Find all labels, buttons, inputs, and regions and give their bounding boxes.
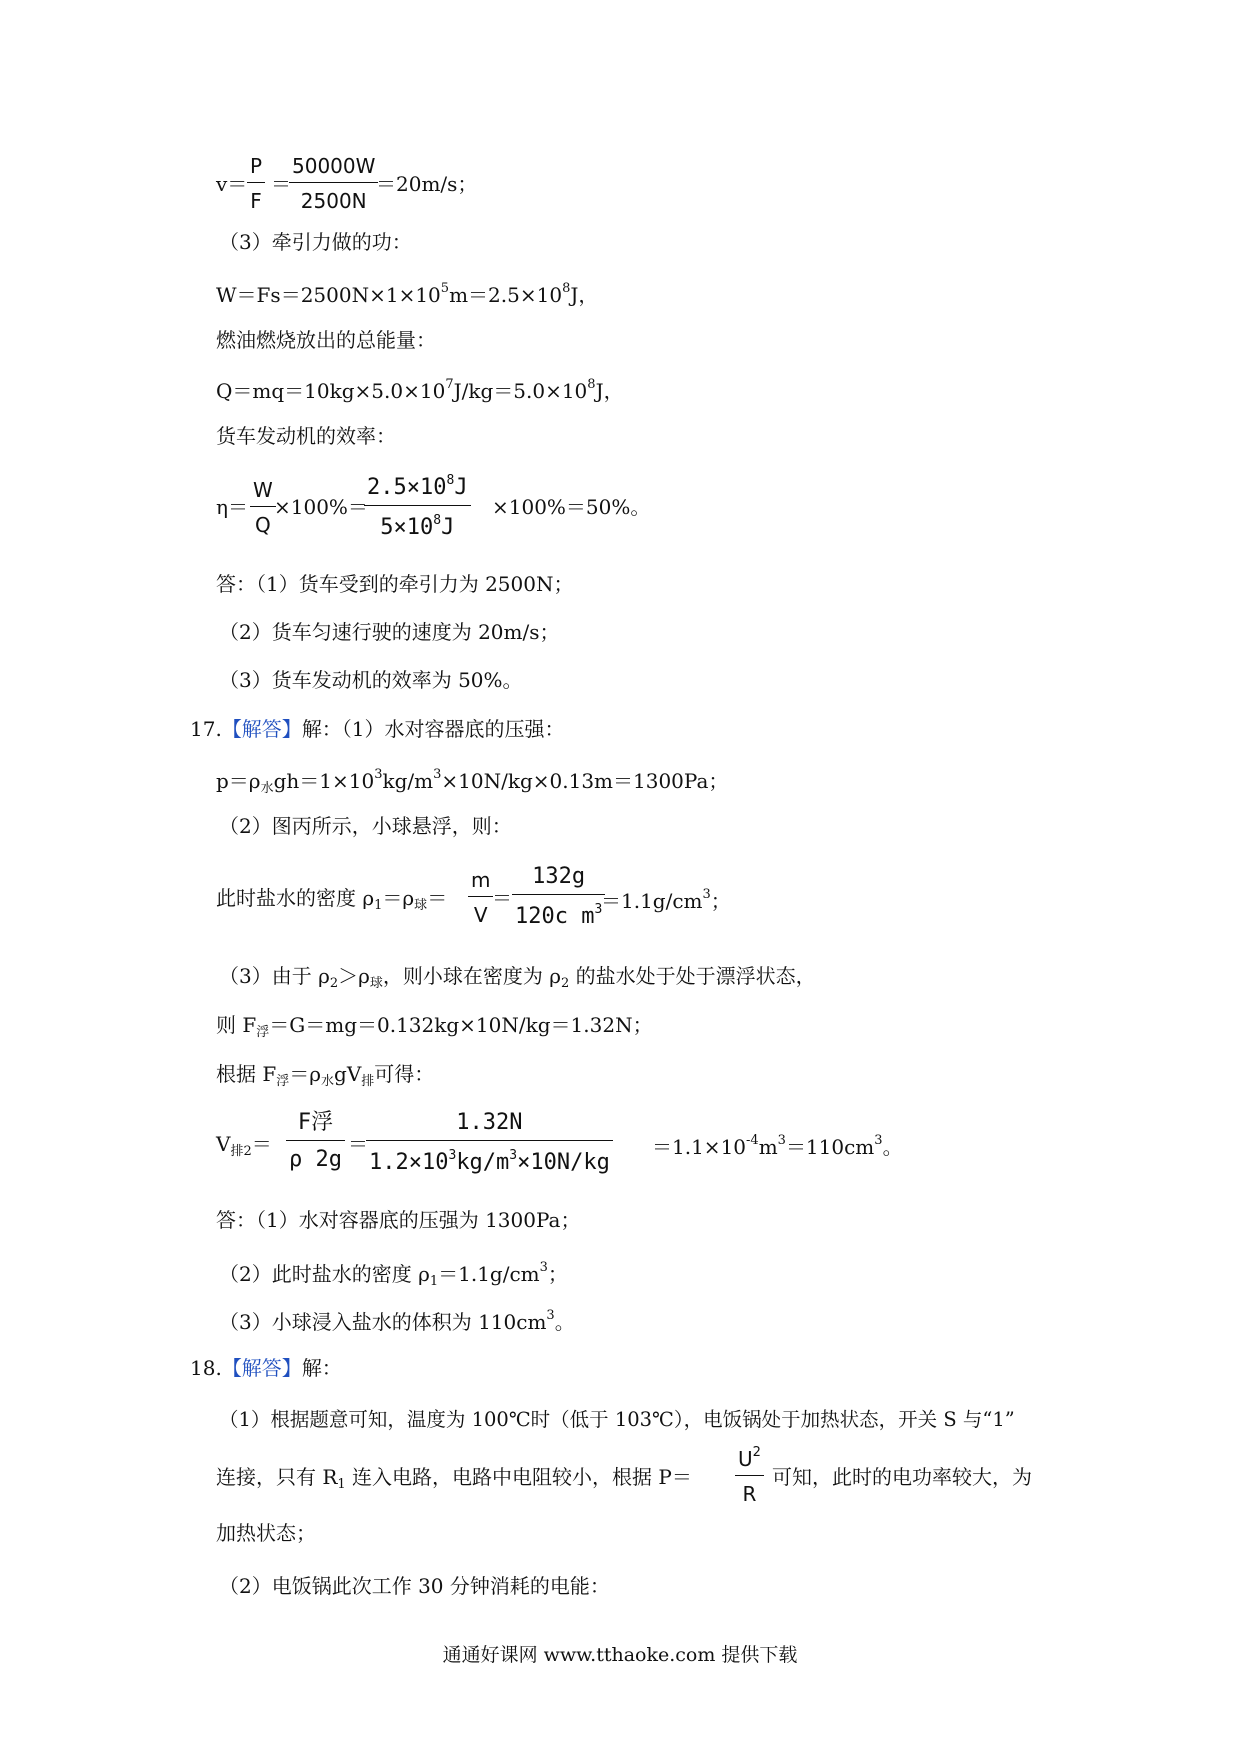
work-formula: $W=Fs=2500N\times 1\times 10^5m=2.5\times 10^8J$， — [216, 281, 599, 307]
eta-fraction-2 — [364, 474, 471, 539]
q16-step3-label: （3）牵引力做的功： — [219, 230, 412, 254]
q18-line-2-lhs: 连接，只有 $R_1$ 连入电路，电路中电阻较小，根据 P＝ — [216, 1465, 692, 1492]
v-fraction-2 — [289, 156, 378, 211]
fraction-numerator: 1.32N — [456, 1110, 523, 1135]
v-formula-rhs: ＝20m/s； — [376, 172, 478, 196]
fraction-numerator: P — [250, 154, 263, 178]
volume-fraction-1 — [286, 1112, 345, 1171]
fraction-numerator: W — [253, 478, 273, 502]
eta-formula-rhs: ×100%＝50%。 — [492, 495, 651, 519]
eta-fraction-1 — [250, 480, 276, 535]
fraction-numerator: $2.5\times 10^8J$ — [367, 473, 468, 500]
fraction-denominator: $1.2\times 10^3kg/m^3\times 10N/kg$ — [369, 1148, 610, 1175]
volume-formula-lhs: $V_{排2}=$ — [216, 1132, 272, 1159]
volume-formula-rhs: $=1.1\times 10^{-4}m^3=110cm^3$。 — [652, 1133, 903, 1159]
volume-formula-eq: ＝ — [348, 1132, 368, 1156]
q18-line-1: （1）根据题意可知，温度为 100℃时（低于 103℃），电饭锅处于加热状态，开关 S 与“1” — [219, 1408, 1015, 1431]
fraction-denominator: 120c $m^3$ — [515, 902, 603, 929]
q17-answer-3: （3）小球浸入盐水的体积为 $110cm^3$。 — [219, 1308, 575, 1334]
fraction-numerator: F浮 — [297, 1110, 334, 1135]
pressure-formula: $p=\rho_水gh=1\times 10^3kg/m^3\times 10N/kg\times 0.13m=1300Pa$； — [216, 767, 729, 796]
power-fraction — [735, 1446, 764, 1504]
q18-line-3: 加热状态； — [216, 1521, 316, 1545]
q17-answer-1: 答：（1）水对容器底的压强为 1300Pa； — [216, 1208, 581, 1232]
density-formula-rhs: $=1.1g/cm^3$； — [601, 887, 731, 913]
density-formula-eq: ＝ — [492, 886, 512, 910]
v-formula-lhs: v＝ — [216, 172, 248, 196]
v-fraction-1 — [247, 156, 265, 211]
fraction-numerator: 50000W — [292, 154, 376, 178]
question-number: 18. — [190, 1356, 222, 1380]
fraction-numerator: $U^2$ — [738, 1445, 761, 1471]
solution-tag: 【解答】 — [221, 1356, 302, 1380]
eta-formula-lhs: η＝ — [216, 495, 248, 519]
q18-line-2-rhs: 可知，此时的电功率较大，为 — [772, 1465, 1032, 1489]
fraction-denominator: R — [742, 1482, 757, 1506]
volume-fraction-2 — [366, 1112, 613, 1174]
q18-header: 18.【解答】解： — [190, 1356, 342, 1380]
fraction-denominator: F — [250, 189, 262, 213]
fraction-numerator: m — [471, 868, 491, 892]
density-fraction-1 — [468, 870, 493, 925]
fraction-denominator: 2500N — [300, 189, 367, 213]
fraction-denominator: V — [473, 903, 488, 927]
fraction-denominator: ρ 2g — [289, 1147, 342, 1172]
q17-header: 17.【解答】解：（1）水对容器底的压强： — [190, 717, 565, 741]
v-formula-eq: ＝ — [271, 172, 291, 196]
q18-line-4: （2）电饭锅此次工作 30 分钟消耗的电能： — [219, 1574, 610, 1598]
solution-tag: 【解答】 — [221, 717, 302, 741]
q17-step2-label: （2）图丙所示，小球悬浮，则： — [219, 814, 512, 838]
question-number: 17. — [190, 717, 222, 741]
q17-step3: （3）由于 $\rho_2>\rho_球$，则小球在密度为 $\rho_2$ 的盐水处于处于漂浮状态， — [219, 964, 816, 991]
buoyancy-formula: 则 $F_浮=G=mg=0.132kg\times 10N/kg=1.32N$； — [216, 1013, 653, 1040]
fraction-numerator: 132g — [532, 864, 586, 889]
density-fraction-2 — [512, 866, 605, 928]
page-footer: 通通好课网 www.tthaoke.com 提供下载 — [442, 1644, 798, 1666]
q16-answer-3: （3）货车发动机的效率为 50%。 — [219, 668, 523, 692]
efficiency-label: 货车发动机的效率： — [216, 424, 396, 448]
density-formula-lhs: 此时盐水的密度 $\rho_1=\rho_球=$ — [216, 886, 448, 913]
fraction-denominator: $5\times 10^8J$ — [380, 513, 455, 540]
heat-formula: $Q=mq=10kg\times 5.0\times 10^7J/kg=5.0\times 10^8J$， — [216, 377, 624, 403]
q16-answer-2: （2）货车匀速行驶的速度为 20m/s； — [219, 620, 560, 644]
archimedes-basis: 根据 $F_浮=\rho_水gV_排$可得： — [216, 1062, 435, 1089]
q17-answer-2: （2）此时盐水的密度 $\rho_1=1.1g/cm^3$； — [219, 1260, 568, 1289]
q16-answer-1: 答：（1）货车受到的牵引力为 2500N； — [216, 572, 574, 596]
fuel-energy-label: 燃油燃烧放出的总能量： — [216, 328, 436, 352]
eta-formula-mid: ×100%＝ — [274, 495, 368, 519]
fraction-denominator: Q — [255, 513, 271, 537]
